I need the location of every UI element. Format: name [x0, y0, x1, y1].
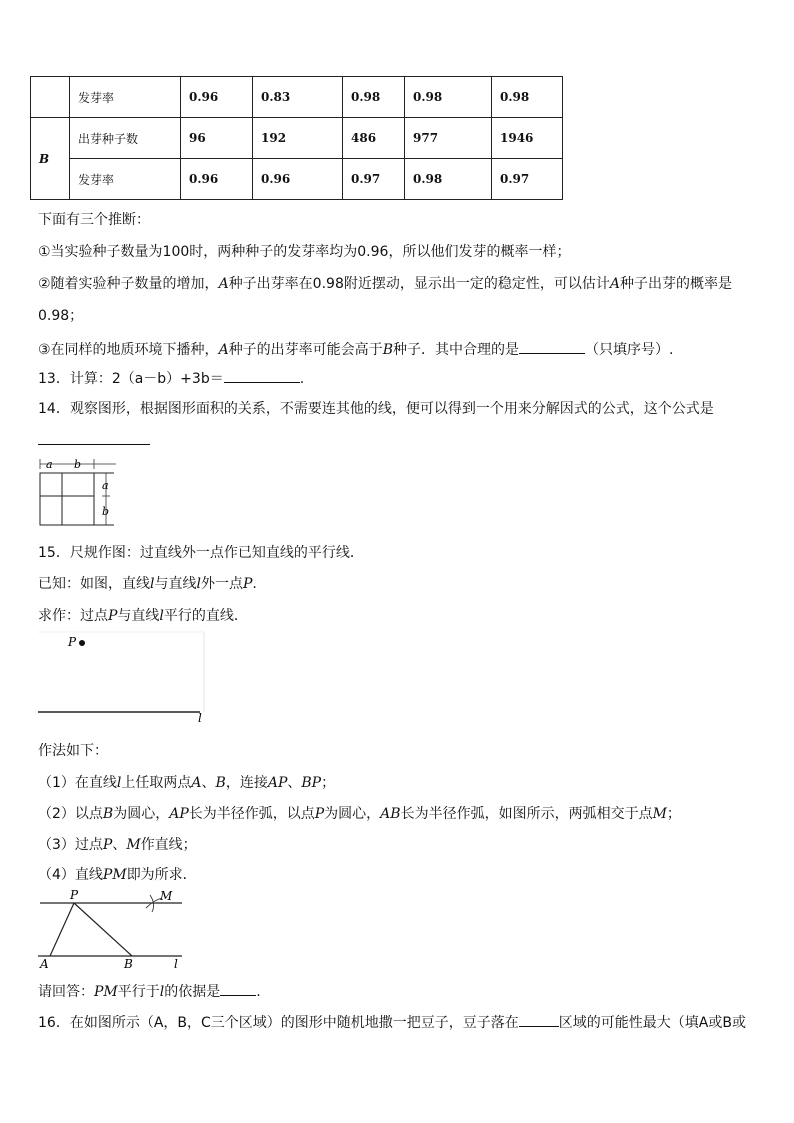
table-cell: 0.97 [343, 159, 405, 200]
table-cell: 0.96 [253, 159, 343, 200]
segment-bp [74, 903, 132, 956]
q15-known: 已知：如图，直线l与直线l外一点P. [38, 576, 257, 592]
table-cell: 0.98 [405, 159, 492, 200]
fig-label-b: B [124, 957, 133, 971]
table-cell: 0.96 [181, 159, 253, 200]
germination-table [30, 76, 563, 200]
fig-label-p: P [70, 888, 79, 902]
table-row [31, 118, 563, 159]
fig-label-m: M [160, 889, 173, 903]
q15-figure-construction [36, 888, 186, 974]
table-row [31, 159, 563, 200]
fig-label-l: l [174, 957, 178, 971]
fig-label-l: l [198, 711, 202, 725]
q15-step-3: （3）过点P、M作直线； [38, 837, 197, 853]
q15-step-1: （1）在直线l上任取两点A、B，连接AP、BP； [38, 775, 336, 791]
fig-label-a: A [40, 957, 49, 971]
table-cell: 192 [253, 118, 343, 159]
answer-blank[interactable] [519, 339, 585, 354]
q15-seek: 求作：过点P与直线l平行的直线． [38, 608, 248, 624]
answer-blank[interactable] [519, 1012, 559, 1027]
fig-label-a: a [46, 458, 53, 471]
q14-square-figure [36, 455, 116, 531]
table-cell: 出芽种子数 [70, 118, 181, 159]
table-cell: 0.98 [343, 77, 405, 118]
point-p [79, 640, 85, 646]
fig-label-b: b [74, 458, 82, 471]
table-cell: 0.98 [492, 77, 563, 118]
table-cell: 0.96 [181, 77, 253, 118]
table-cell: 0.98 [405, 77, 492, 118]
answer-blank[interactable] [224, 368, 300, 383]
answer-blank[interactable] [220, 981, 256, 996]
q15-method-title: 作法如下： [38, 743, 108, 759]
q15-step-2: （2）以点B为圆心，AP长为半径作弧，以点P为圆心，AB长为半径作弧，如图所示，两弧相交于点M； [38, 806, 681, 822]
answer-blank[interactable] [38, 444, 150, 445]
q13: 13．计算：2（a－b）+3b＝ . [38, 368, 304, 388]
fig-label-b: b [102, 505, 110, 518]
q16: 16．在如图所示（A，B，C三个区域）的图形中随机地撒一把豆子，豆子落在 区域的可能性最大（填A或B或 [38, 1012, 746, 1032]
fig-label-p: P [68, 635, 77, 649]
table-cell: 1946 [492, 118, 563, 159]
q12-intro: 下面有三个推断： [38, 212, 150, 228]
q15-step-4: （4）直线PM即为所求． [38, 867, 197, 883]
table-cell: 96 [181, 118, 253, 159]
table-cell: 977 [405, 118, 492, 159]
q12-statement-1: ①当实验种子数量为100时，两种种子的发芽率均为0.96，所以他们发芽的概率一样； [38, 244, 571, 260]
q15-title: 15．尺规作图：过直线外一点作已知直线的平行线． [38, 545, 364, 561]
table-cell: 发芽率 [70, 77, 181, 118]
q12-statement-2-cont: 0.98； [38, 308, 84, 324]
table-cell: 0.83 [253, 77, 343, 118]
q15-figure-given [36, 630, 212, 726]
q12-statement-3: ③在同样的地质环境下播种，A种子的出芽率可能会高于B种子．其中合理的是 （只填序号）. [38, 339, 673, 359]
table-group-label: B [31, 118, 70, 200]
q14-text: 14．观察图形，根据图形面积的关系，不需要连其他的线，便可以得到一个用来分解因式的公式，这个公式是 [38, 401, 714, 417]
q12-statement-2: ②随着实验种子数量的增加，A种子出芽率在0.98附近摆动，显示出一定的稳定性，可以估计A种子出芽的概率是 [38, 276, 732, 292]
fig-label-a: a [102, 479, 109, 492]
table-cell: 发芽率 [70, 159, 181, 200]
table-row [31, 77, 563, 118]
table-cell: 0.97 [492, 159, 563, 200]
table-cell [31, 77, 70, 118]
table-cell: 486 [343, 118, 405, 159]
segment-ap [50, 903, 74, 956]
q15-answer: 请回答：PM平行于l的依据是 . [38, 981, 261, 1001]
